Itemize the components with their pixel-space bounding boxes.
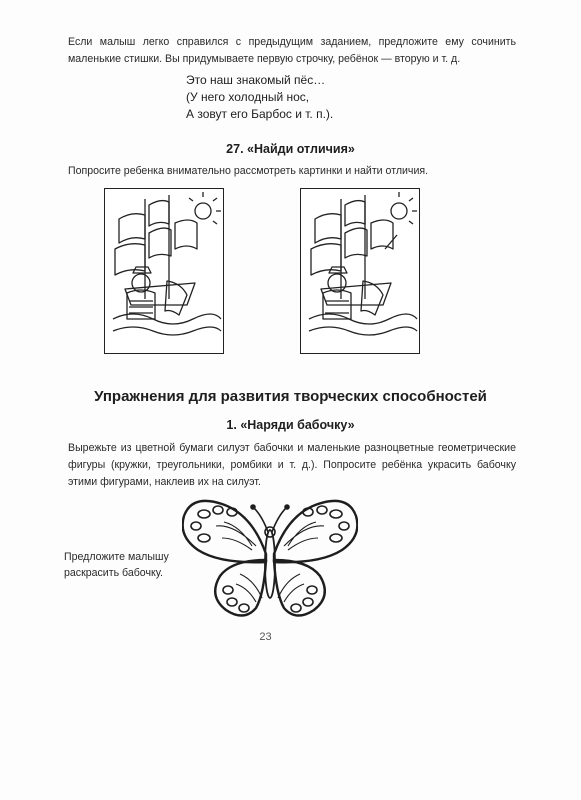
exercise-27-instruction: Попросите ребенка внимательно рассмотреть картинки и найти отличия.: [68, 165, 429, 177]
page-number: 23: [259, 631, 272, 643]
poem-line-1: Это наш знакомый пёс…: [186, 73, 326, 87]
ship-picture-left: [104, 188, 224, 354]
exercise-1-instruction: Вырежьте из цветной бумаги силуэт бабочки и маленькие разноцветные геометрические фигуры (кружки, треугольники, ромбики и т. д.). Попросите ребёнка украсить бабочку этими фигурами, наклеив их на силуэт.: [68, 442, 516, 488]
ship-picture-right: [300, 188, 420, 354]
side-note: Предложите малышу раскрасить бабочку.: [64, 551, 169, 579]
butterfly-drawing: [182, 494, 358, 624]
exercise-27-title: 27. «Найди отличия»: [226, 142, 355, 156]
section-title: Упражнения для развития творческих способностей: [94, 388, 487, 405]
poem-line-3: А зовут его Барбос и т. п.).: [186, 107, 334, 121]
ship-drawing-left: [105, 189, 222, 352]
intro-paragraph: Если малыш легко справился с предыдущим заданием, предложите ему сочинить маленькие стишки. Вы придумываете первую строчку, ребёнок — вторую и т. д.: [68, 36, 516, 65]
ship-drawing-right: [301, 189, 418, 352]
poem: [186, 72, 426, 123]
exercise-1-title: 1. «Наряди бабочку»: [226, 418, 355, 432]
poem-line-2: (У него холодный нос,: [186, 90, 310, 104]
